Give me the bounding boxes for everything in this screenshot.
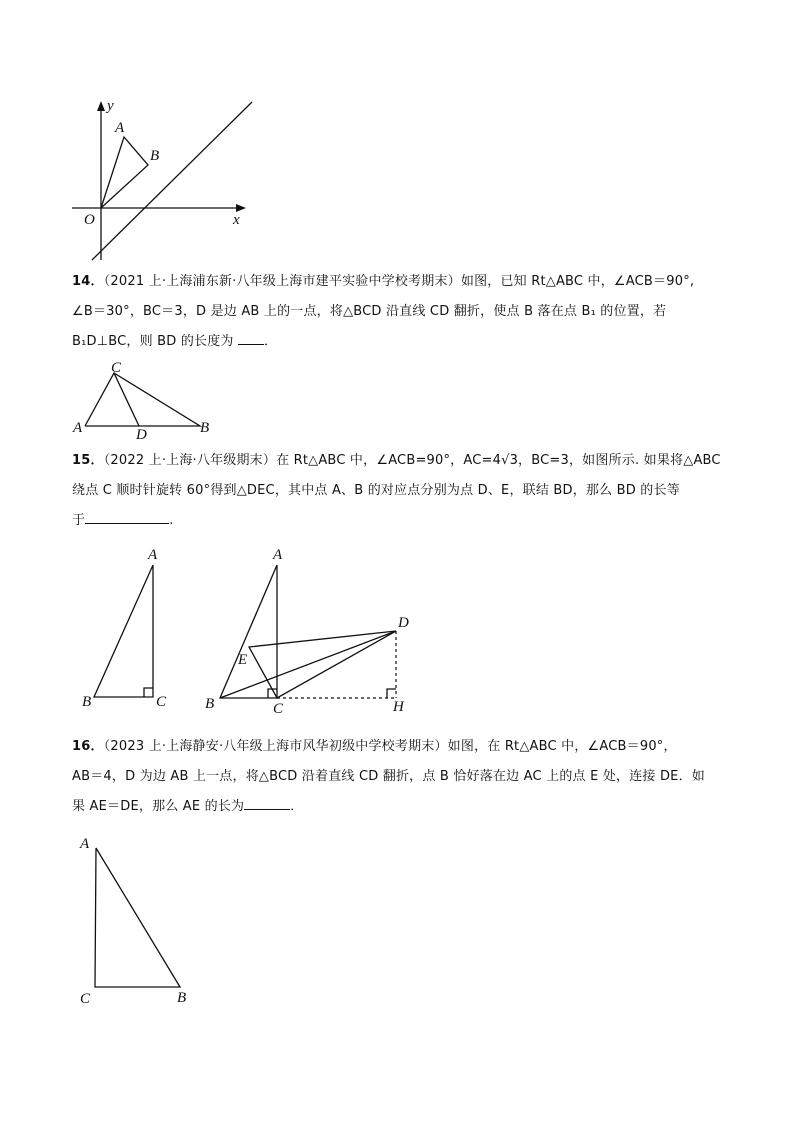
q15-fig2-label-b: B <box>205 696 215 712</box>
q14-label-d: D <box>136 427 147 443</box>
triangle-oab <box>101 137 148 208</box>
q16-number: 16． <box>72 739 104 754</box>
q16-text-1: （2023 上·上海静安·八年级上海市风华初级中学校考期末）如图，在 Rt△ABC 中，∠ACB＝90°， <box>103 739 677 754</box>
label-b: B <box>150 148 160 164</box>
q14-line-1 <box>72 267 732 297</box>
q14-answer-blank[interactable] <box>238 330 264 345</box>
q15-figure-1 <box>78 545 178 715</box>
q16-label-a: A <box>80 836 90 852</box>
q15-text-3: 于 <box>72 513 86 528</box>
coordinate-figure <box>60 90 260 265</box>
q14-line-2: ∠B＝30°，BC＝3，D 是边 AB 上的一点，将△BCD 沿直线 CD 翻折，使点 B 落在点 B₁ 的位置，若 <box>72 304 667 319</box>
q15-fig2-label-e: E <box>238 652 248 668</box>
label-a: A <box>115 120 125 136</box>
q16-text-3: 果 AE＝DE，那么 AE 的长为 <box>72 799 245 814</box>
q16-line-1 <box>72 732 732 762</box>
label-y: y <box>107 98 114 114</box>
q15-line-3 <box>72 506 732 536</box>
q15-right-angle-h <box>387 689 396 698</box>
q15-answer-blank[interactable] <box>85 509 169 524</box>
q15-text-1: （2022 上·上海·八年级期末）在 Rt△ABC 中，∠ACB=90°，AC=4√3，BC=3，如图所示. 如果将△ABC <box>103 453 721 468</box>
q16-line-2: AB＝4，D 为边 AB 上一点，将△BCD 沿着直线 CD 翻折，点 B 恰好落在边 AC 上的点 E 处，连接 DE．如 <box>72 769 705 784</box>
y-axis-arrow <box>97 101 105 111</box>
label-x: x <box>233 212 240 228</box>
q15-number: 15． <box>72 453 104 468</box>
q15-fig2-label-d: D <box>398 615 409 631</box>
q14-line-3 <box>72 327 732 357</box>
q15-triangle-abc <box>220 565 277 698</box>
x-axis-arrow <box>236 204 246 212</box>
q15-fig1-label-b: B <box>82 694 92 710</box>
q16-answer-blank[interactable] <box>244 795 290 810</box>
q15-triangle-dec <box>249 631 396 698</box>
q15-fig1-label-c: C <box>156 694 167 710</box>
label-o: O <box>84 212 95 228</box>
q16-period: ． <box>290 799 304 814</box>
q15-fig2-label-a: A <box>273 547 283 563</box>
q14-label-b: B <box>200 420 210 436</box>
question-15 <box>72 446 732 536</box>
q14-period: ． <box>263 334 278 349</box>
q16-label-c: C <box>80 991 91 1007</box>
q16-figure <box>74 830 204 1015</box>
q15-figure-2 <box>200 540 420 720</box>
q15-line-1 <box>72 446 732 476</box>
q15-fig2-label-c: C <box>273 701 284 717</box>
question-16 <box>72 732 732 822</box>
q14-text-3: B₁D⊥BC，则 BD 的长度为 <box>72 334 234 349</box>
q16-triangle-abc <box>95 848 180 987</box>
question-14 <box>72 267 732 357</box>
q15-right-angle-mark <box>144 688 153 697</box>
q14-label-c: C <box>111 360 122 376</box>
q16-label-b: B <box>177 990 187 1006</box>
q15-fig2-label-h: H <box>393 699 404 715</box>
q15-line-2: 绕点 C 顺时针旋转 60°得到△DEC，其中点 A、B 的对应点分别为点 D、E，联结 BD，那么 BD 的长等 <box>72 483 680 498</box>
q14-triangle <box>85 373 200 426</box>
q14-figure <box>70 360 220 445</box>
q16-line-3 <box>72 792 732 822</box>
q15-fig1-label-a: A <box>148 547 158 563</box>
q14-number: 14． <box>72 274 104 289</box>
q14-label-a: A <box>73 420 83 436</box>
q15-period: . <box>169 513 174 528</box>
q14-text-1: （2021 上·上海浦东新·八年级上海市建平实验中学校考期末）如图，已知 Rt△ABC 中，∠ACB＝90°, <box>103 274 695 289</box>
q15-triangle-abc <box>94 565 153 697</box>
